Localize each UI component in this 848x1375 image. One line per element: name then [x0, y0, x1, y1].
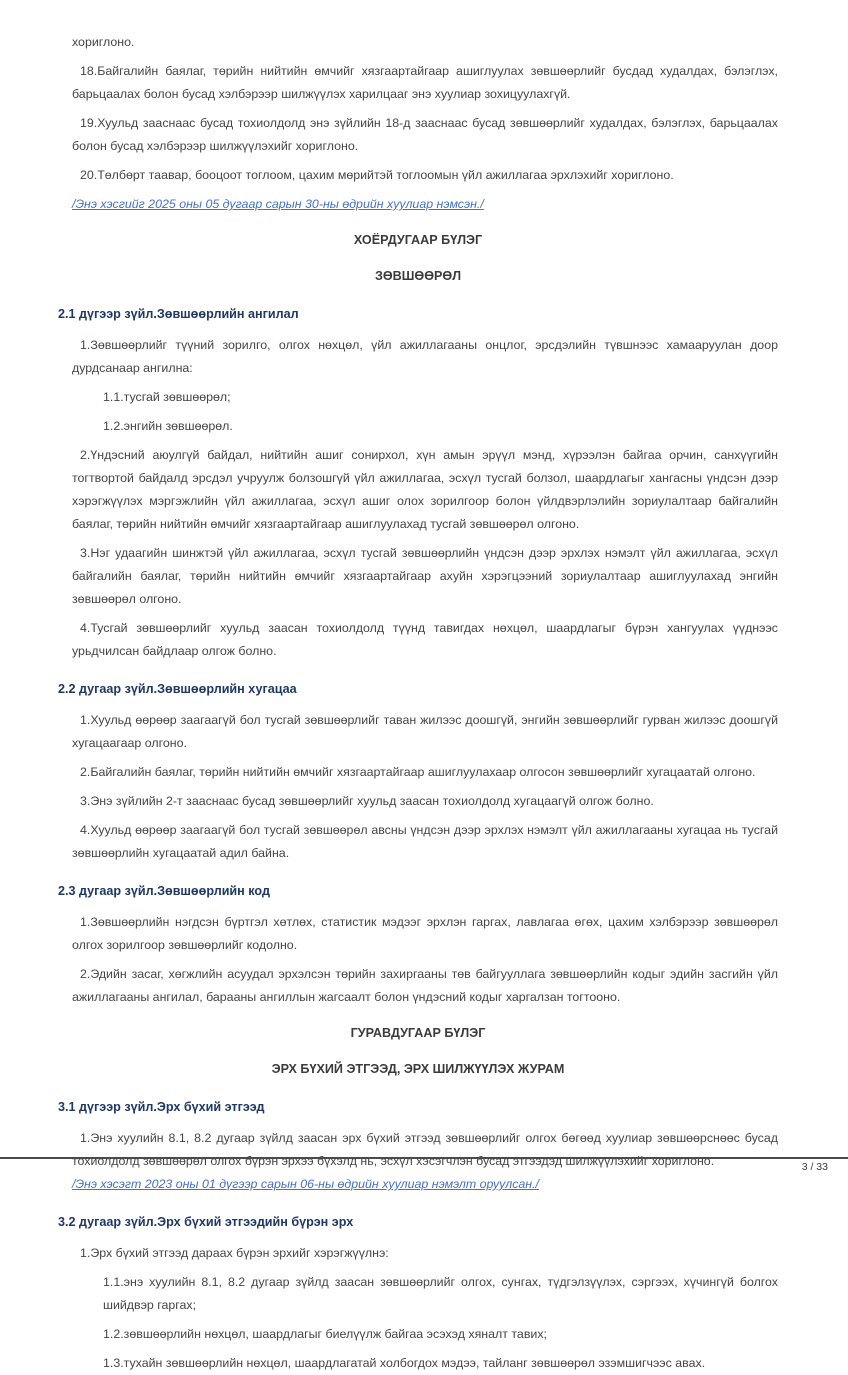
chapter-heading: ГУРАВДУГААР БҮЛЭГ: [350, 1026, 486, 1040]
paragraph: 3.Энэ зүйлийн 2-т зааснаас бусад зөвшөөрлийг хуульд заасан тохиолдолд хугацаагүй олгож болно.: [80, 794, 654, 808]
paragraph: 1.Зөвшөөрлийн нэгдсэн бүртгэл хөтлөх, статистик мэдээг эрхлэн гаргах, лавлагаа өгөх, цахим хэлбэрээр зөвшөөрөл олгох зорилгоор зөвшөөрлийг кодолно.: [72, 915, 778, 952]
document-body: [58, 31, 778, 1375]
paragraph: 2.Үндэсний аюулгүй байдал, нийтийн ашиг сонирхол, хүн амын эрүүл мэнд, хүрээлэн байгаа орчин, санхүүгийн тогтвортой байдалд эрсдэл учруулж болзошгүй үйл ажиллагаа, эсхүл тусгай болзол, шаардлагыг хангасны үндсэн дээр хэрэгжүүлэх мэргэжлийн үйл ажиллагаа, эсхүл ашиг олох зорилгоор болон үйлдвэрлэлийн зориулалтаар байгалийн баялаг, төрийн нийтийн өмчийг хязгаартайгаар ашиглуулахад тусгай зөвшөөрөл олгоно.: [72, 448, 778, 531]
sub-clause: 1.2.зөвшөөрлийн нөхцөл, шаардлагыг биелүүлж байгаа эсэхэд хяналт тавих;: [103, 1327, 547, 1341]
paragraph: 3.Нэг удаагийн шинжтэй үйл ажиллагаа, эсхүл тусгай зөвшөөрлийн үндсэн дээр эрхлэх нэмэлт үйл ажиллагаа, эсхүл байгалийн баялаг, төрийн нийтийн өмчийг хязгаартайгаар ахуйн хэрэгцээний зориулалтаар ашиглуулахад энгийн зөвшөөрөл олгоно.: [72, 546, 778, 606]
amendment-link[interactable]: /Энэ хэсгийг 2025 оны 05 дугаар сарын 30-ны өдрийн хуулиар нэмсэн./: [72, 197, 484, 211]
article-heading: 2.3 дугаар зүйл.Зөвшөөрлийн код: [58, 884, 270, 898]
sub-clause: 1.3.тухайн зөвшөөрлийн нөхцөл, шаардлагатай холбогдох мэдээ, тайланг зөвшөөрөл эзэмшигчээс авах.: [103, 1356, 706, 1370]
paragraph: 4.Тусгай зөвшөөрлийг хуульд заасан тохиолдолд түүнд тавигдах нөхцөл, шаардлагыг бүрэн хангуулах үүднээс урьдчилсан байдлаар олгож болно.: [72, 621, 778, 658]
amendment-link[interactable]: /Энэ хэсэгт 2023 оны 01 дүгээр сарын 06-ны өдрийн хуулиар нэмэлт оруулсан./: [72, 1177, 539, 1191]
article-heading: 2.2 дугаар зүйл.Зөвшөөрлийн хугацаа: [58, 682, 297, 696]
paragraph: 1.Эрх бүхий этгээд дараах бүрэн эрхийг хэрэгжүүлнэ:: [80, 1246, 389, 1260]
chapter-heading: ХОЁРДУГААР БҮЛЭГ: [353, 233, 483, 247]
chapter-heading: ЗӨВШӨӨРӨЛ: [374, 269, 462, 283]
page-number: 3 / 33: [801, 1161, 828, 1173]
chapter-heading: ЭРХ БҮХИЙ ЭТГЭЭД, ЭРХ ШИЛЖҮҮЛЭХ ЖУРАМ: [271, 1062, 565, 1076]
paragraph: 19.Хуульд зааснаас бусад тохиолдолд энэ зүйлийн 18-д зааснаас бусад зөвшөөрлийг худалдах, бэлэглэх, барьцаалах болон бусад хэлбэрээр шилжүүлэхийг хориглоно.: [72, 116, 778, 153]
article-heading: 3.1 дүгээр зүйл.Эрх бүхий этгээд: [58, 1100, 265, 1114]
sub-clause: 1.1.энэ хуулийн 8.1, 8.2 дугаар зүйлд заасан зөвшөөрлийг олгох, сунгах, түдгэлзүүлэх, сэргээх, хүчингүй болгох шийдвэр гаргах;: [103, 1275, 778, 1312]
article-heading: 2.1 дүгээр зүйл.Зөвшөөрлийн ангилал: [58, 307, 299, 321]
paragraph: 2.Байгалийн баялаг, төрийн нийтийн өмчийг хязгаартайгаар ашиглуулахаар олгосон зөвшөөрлийг хугацаатай олгоно.: [80, 765, 756, 779]
paragraph: хориглоно.: [72, 35, 135, 49]
paragraph: 1.Зөвшөөрлийг түүний зорилго, олгох нөхцөл, үйл ажиллагааны онцлог, эрсдэлийн түвшнээс хамааруулан доор дурдсанаар ангилна:: [72, 338, 778, 375]
sub-clause: 1.2.энгийн зөвшөөрөл.: [103, 419, 233, 433]
paragraph: 2.Эдийн засаг, хөгжлийн асуудал эрхэлсэн төрийн захиргааны төв байгууллага зөвшөөрлийн кодыг эдийн засгийн үйл ажиллагааны ангилал, барааны ангиллын жагсаалт болон үндэсний кодыг харгалзан тогтооно.: [72, 967, 778, 1004]
paragraph: 18.Байгалийн баялаг, төрийн нийтийн өмчийг хязгаартайгаар ашиглуулах зөвшөөрлийг бусдад худалдах, бэлэглэх, барьцаалах болон бусад хэлбэрээр шилжүүлэх харилцааг энэ хуулиар зохицуулахгүй.: [72, 64, 778, 101]
paragraph: 20.Төлбөрт таавар, бооцоот тоглоом, цахим мөрийтэй тоглоомын үйл ажиллагаа эрхлэхийг хориглоно.: [80, 168, 674, 182]
article-heading: 3.2 дугаар зүйл.Эрх бүхий этгээдийн бүрэн эрх: [58, 1215, 354, 1229]
paragraph: 1.Энэ хуулийн 8.1, 8.2 дугаар зүйлд заасан эрх бүхий этгээд зөвшөөрлийг олгох бөгөөд хуулиар зөвшөөрснөөс бусад тохиолдолд зөвшөөрөл олгох бүрэн эрхээ бүхэлд нь, эсхүл хэсэгчлэн бусад этгээдэд шилжүүлэхийг хориглоно.: [72, 1131, 778, 1168]
sub-clause: 1.1.тусгай зөвшөөрөл;: [103, 390, 231, 404]
paragraph: 4.Хуульд өөрөөр заагаагүй бол тусгай зөвшөөрөл авсны үндсэн дээр эрхлэх нэмэлт үйл ажиллагааны хугацаа нь тусгай зөвшөөрлийн хугацаатай адил байна.: [72, 823, 778, 860]
footer-divider: [0, 1157, 848, 1159]
paragraph: 1.Хуульд өөрөөр заагаагүй бол тусгай зөвшөөрлийг таван жилээс доошгүй, энгийн зөвшөөрлийг гурван жилээс доошгүй хугацаагаар олгоно.: [72, 713, 778, 750]
